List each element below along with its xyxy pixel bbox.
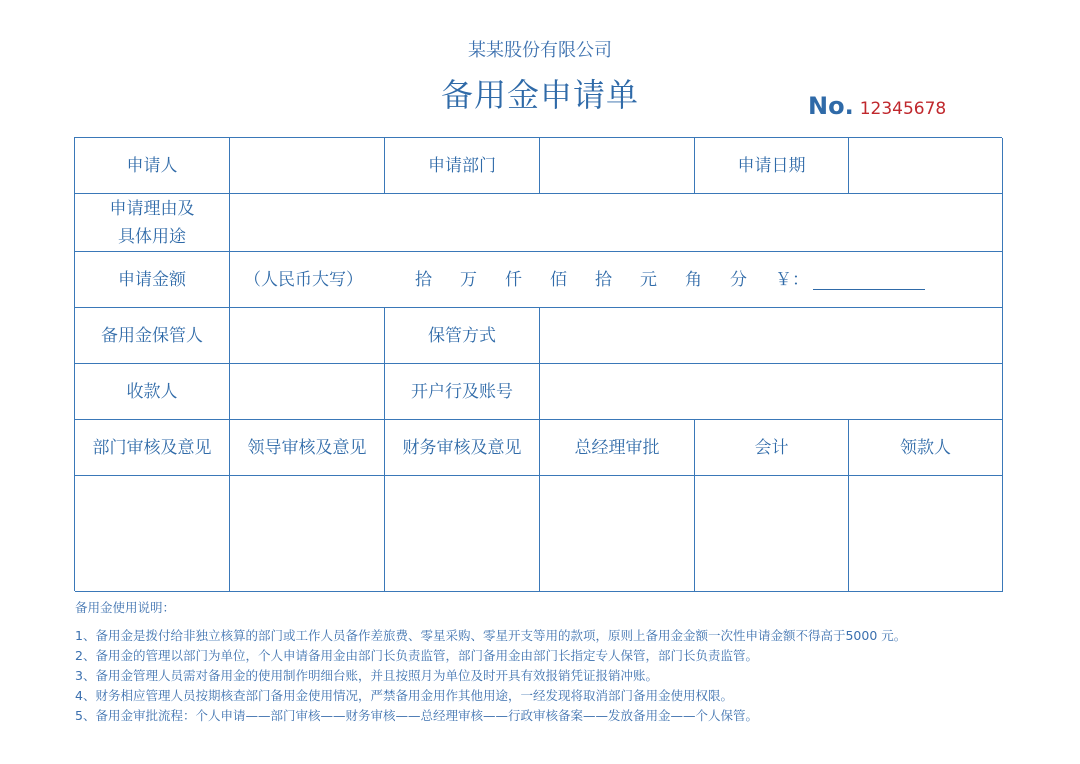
note-item: 1、备用金是拨付给非独立核算的部门或工作人员备作差旅费、零星采购、零星开支等用的款项，原则上备用金金额一次性申请金额不得高于5000 元。 bbox=[75, 628, 907, 643]
date-label: 申请日期 bbox=[695, 138, 849, 194]
amount-number-line[interactable] bbox=[813, 269, 925, 290]
notes-heading: 备用金使用说明： bbox=[75, 600, 176, 615]
approval-field-finance[interactable] bbox=[385, 476, 540, 592]
serial-number bbox=[808, 92, 946, 120]
payee-label: 收款人 bbox=[75, 364, 230, 420]
reason-label bbox=[75, 194, 230, 252]
note-item: 2、备用金的管理以部门为单位，个人申请备用金由部门长负责监管，部门备用金由部门长指定专人保管，部门长负责监管。 bbox=[75, 648, 758, 663]
approval-header-recipient: 领款人 bbox=[849, 420, 1003, 476]
unit-qian: 仟 bbox=[505, 269, 522, 290]
department-label: 申请部门 bbox=[385, 138, 540, 194]
unit-fen: 分 bbox=[730, 269, 747, 290]
unit-wan: 万 bbox=[460, 269, 477, 290]
applicant-field[interactable] bbox=[230, 138, 385, 194]
note-item: 4、财务相应管理人员按期核查部门备用金使用情况，严禁备用金用作其他用途，一经发现将取消部门备用金使用权限。 bbox=[75, 688, 733, 703]
approval-field-accountant[interactable] bbox=[695, 476, 849, 592]
reason-label-line2: 具体用途 bbox=[118, 226, 186, 247]
approval-header-gm: 总经理审批 bbox=[540, 420, 695, 476]
unit-shi: 拾 bbox=[595, 269, 612, 290]
amount-field[interactable] bbox=[230, 252, 1003, 308]
custodian-label: 备用金保管人 bbox=[75, 308, 230, 364]
unit-shi-wan: 拾 bbox=[415, 269, 432, 290]
department-field[interactable] bbox=[540, 138, 695, 194]
usage-notes bbox=[75, 598, 906, 726]
serial-value: 12345678 bbox=[859, 99, 947, 119]
approval-header-accountant: 会计 bbox=[695, 420, 849, 476]
approval-field-department[interactable] bbox=[75, 476, 230, 592]
applicant-label: 申请人 bbox=[75, 138, 230, 194]
date-field[interactable] bbox=[849, 138, 1003, 194]
bank-label: 开户行及账号 bbox=[385, 364, 540, 420]
custodian-field[interactable] bbox=[230, 308, 385, 364]
company-name: 某某股份有限公司 bbox=[468, 40, 612, 61]
application-form bbox=[74, 137, 1002, 591]
amount-rmb-label: （人民币大写） bbox=[244, 269, 363, 290]
reason-field[interactable] bbox=[230, 194, 1003, 252]
note-item: 5、备用金审批流程：个人申请——部门审核——财务审核——总经理审核——行政审核备案——发放备用金——个人保管。 bbox=[75, 708, 758, 723]
unit-yuan: 元 bbox=[640, 269, 657, 290]
unit-jiao: 角 bbox=[685, 269, 702, 290]
approval-field-recipient[interactable] bbox=[849, 476, 1003, 592]
form-title: 备用金申请单 bbox=[440, 76, 639, 114]
custody-method-label: 保管方式 bbox=[385, 308, 540, 364]
custody-method-field[interactable] bbox=[540, 308, 1003, 364]
bank-field[interactable] bbox=[540, 364, 1003, 420]
approval-field-leader[interactable] bbox=[230, 476, 385, 592]
approval-header-department: 部门审核及意见 bbox=[75, 420, 230, 476]
amount-label: 申请金额 bbox=[75, 252, 230, 308]
reason-label-line1: 申请理由及 bbox=[109, 198, 195, 219]
approval-field-gm[interactable] bbox=[540, 476, 695, 592]
approval-header-finance: 财务审核及意见 bbox=[385, 420, 540, 476]
unit-bai: 佰 bbox=[550, 269, 567, 290]
payee-field[interactable] bbox=[230, 364, 385, 420]
approval-header-leader: 领导审核及意见 bbox=[230, 420, 385, 476]
currency-label: ￥： bbox=[775, 269, 809, 290]
note-item: 3、备用金管理人员需对备用金的使用制作明细台账，并且按照月为单位及时开具有效报销凭证报销冲账。 bbox=[75, 668, 658, 683]
serial-label: No. bbox=[808, 92, 854, 120]
